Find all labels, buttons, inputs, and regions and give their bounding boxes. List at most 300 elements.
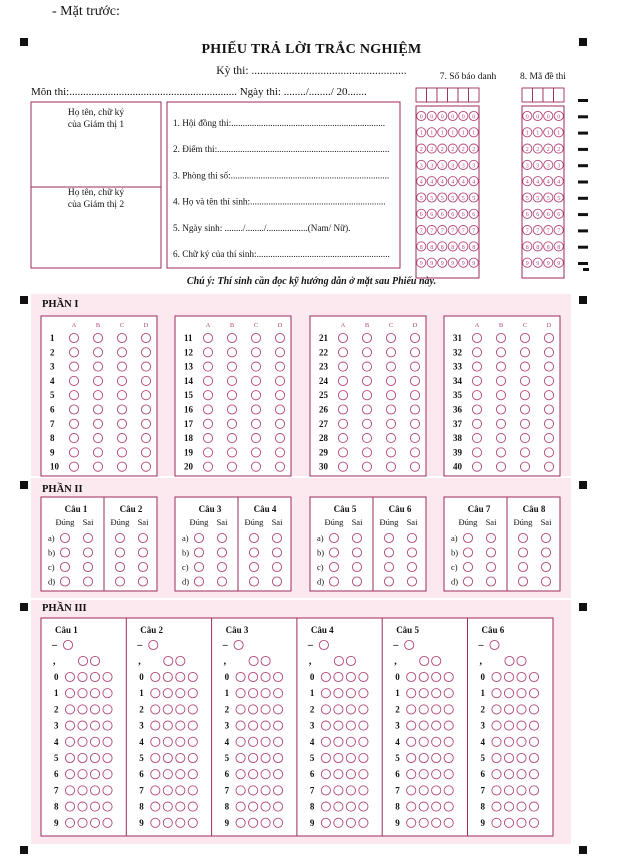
student-id-write-cell[interactable]: [469, 88, 480, 102]
false-bubble[interactable]: [83, 577, 92, 586]
digit-bubble[interactable]: [529, 689, 538, 698]
true-bubble[interactable]: [249, 533, 258, 542]
digit-bubble[interactable]: [261, 705, 270, 714]
digit-bubble[interactable]: [236, 753, 245, 762]
digit-bubble[interactable]: [78, 786, 87, 795]
answer-bubble[interactable]: [544, 362, 553, 371]
answer-bubble[interactable]: [69, 333, 78, 342]
false-bubble[interactable]: [272, 533, 281, 542]
answer-bubble[interactable]: [203, 419, 212, 428]
answer-bubble[interactable]: [544, 376, 553, 385]
student-id-write-cell[interactable]: [448, 88, 459, 102]
digit-bubble[interactable]: [529, 672, 538, 681]
digit-bubble[interactable]: [419, 818, 428, 827]
digit-bubble[interactable]: [261, 689, 270, 698]
digit-bubble[interactable]: [151, 786, 160, 795]
answer-bubble[interactable]: [203, 376, 212, 385]
digit-bubble[interactable]: [90, 689, 99, 698]
answer-bubble[interactable]: [362, 391, 371, 400]
answer-bubble[interactable]: [544, 462, 553, 471]
digit-bubble[interactable]: [444, 818, 453, 827]
digit-bubble[interactable]: [321, 737, 330, 746]
answer-bubble[interactable]: [386, 419, 395, 428]
false-bubble[interactable]: [352, 562, 361, 571]
digit-bubble[interactable]: [65, 737, 74, 746]
answer-bubble[interactable]: [227, 333, 236, 342]
digit-bubble[interactable]: [236, 818, 245, 827]
digit-bubble[interactable]: [103, 818, 112, 827]
digit-bubble[interactable]: [249, 721, 258, 730]
digit-bubble[interactable]: [163, 672, 172, 681]
digit-bubble[interactable]: [359, 721, 368, 730]
answer-bubble[interactable]: [544, 448, 553, 457]
answer-bubble[interactable]: [227, 419, 236, 428]
digit-bubble[interactable]: [517, 705, 526, 714]
true-bubble[interactable]: [115, 562, 124, 571]
digit-bubble[interactable]: [492, 802, 501, 811]
digit-bubble[interactable]: [249, 705, 258, 714]
digit-bubble[interactable]: [419, 786, 428, 795]
true-bubble[interactable]: [60, 548, 69, 557]
digit-bubble[interactable]: [151, 737, 160, 746]
digit-bubble[interactable]: [529, 705, 538, 714]
digit-bubble[interactable]: [359, 689, 368, 698]
answer-bubble[interactable]: [338, 333, 347, 342]
answer-bubble[interactable]: [69, 419, 78, 428]
student-id-write-cell[interactable]: [437, 88, 448, 102]
digit-bubble[interactable]: [504, 721, 513, 730]
digit-bubble[interactable]: [163, 689, 172, 698]
answer-bubble[interactable]: [141, 348, 150, 357]
digit-bubble[interactable]: [321, 818, 330, 827]
digit-bubble[interactable]: [407, 753, 416, 762]
answer-bubble[interactable]: [472, 348, 481, 357]
comma-bubble[interactable]: [420, 656, 429, 665]
answer-bubble[interactable]: [544, 391, 553, 400]
answer-bubble[interactable]: [203, 348, 212, 357]
answer-bubble[interactable]: [362, 434, 371, 443]
digit-bubble[interactable]: [407, 802, 416, 811]
digit-bubble[interactable]: [261, 753, 270, 762]
answer-bubble[interactable]: [520, 333, 529, 342]
digit-bubble[interactable]: [432, 802, 441, 811]
digit-bubble[interactable]: [103, 802, 112, 811]
answer-bubble[interactable]: [520, 448, 529, 457]
answer-bubble[interactable]: [338, 391, 347, 400]
digit-bubble[interactable]: [492, 705, 501, 714]
digit-bubble[interactable]: [321, 689, 330, 698]
digit-bubble[interactable]: [163, 786, 172, 795]
digit-bubble[interactable]: [151, 770, 160, 779]
digit-bubble[interactable]: [432, 672, 441, 681]
student-id-write-cell[interactable]: [458, 88, 469, 102]
answer-bubble[interactable]: [386, 405, 395, 414]
digit-bubble[interactable]: [419, 753, 428, 762]
digit-bubble[interactable]: [163, 721, 172, 730]
answer-bubble[interactable]: [386, 376, 395, 385]
digit-bubble[interactable]: [419, 770, 428, 779]
digit-bubble[interactable]: [261, 786, 270, 795]
digit-bubble[interactable]: [176, 818, 185, 827]
false-bubble[interactable]: [83, 533, 92, 542]
digit-bubble[interactable]: [236, 770, 245, 779]
answer-bubble[interactable]: [251, 362, 260, 371]
answer-bubble[interactable]: [251, 391, 260, 400]
answer-bubble[interactable]: [227, 434, 236, 443]
digit-bubble[interactable]: [492, 786, 501, 795]
true-bubble[interactable]: [60, 577, 69, 586]
answer-bubble[interactable]: [386, 333, 395, 342]
answer-bubble[interactable]: [338, 348, 347, 357]
answer-bubble[interactable]: [520, 376, 529, 385]
digit-bubble[interactable]: [65, 818, 74, 827]
digit-bubble[interactable]: [419, 737, 428, 746]
digit-bubble[interactable]: [504, 672, 513, 681]
digit-bubble[interactable]: [504, 818, 513, 827]
digit-bubble[interactable]: [274, 802, 283, 811]
digit-bubble[interactable]: [492, 689, 501, 698]
answer-bubble[interactable]: [496, 333, 505, 342]
digit-bubble[interactable]: [274, 770, 283, 779]
answer-bubble[interactable]: [496, 376, 505, 385]
answer-bubble[interactable]: [117, 419, 126, 428]
digit-bubble[interactable]: [236, 721, 245, 730]
digit-bubble[interactable]: [517, 689, 526, 698]
digit-bubble[interactable]: [103, 786, 112, 795]
digit-bubble[interactable]: [65, 689, 74, 698]
true-bubble[interactable]: [463, 577, 472, 586]
true-bubble[interactable]: [249, 548, 258, 557]
answer-bubble[interactable]: [410, 333, 419, 342]
answer-bubble[interactable]: [410, 391, 419, 400]
comma-bubble[interactable]: [78, 656, 87, 665]
true-bubble[interactable]: [384, 533, 393, 542]
answer-bubble[interactable]: [117, 448, 126, 457]
digit-bubble[interactable]: [504, 753, 513, 762]
digit-bubble[interactable]: [359, 802, 368, 811]
true-bubble[interactable]: [115, 548, 124, 557]
answer-bubble[interactable]: [93, 434, 102, 443]
answer-bubble[interactable]: [472, 434, 481, 443]
digit-bubble[interactable]: [90, 705, 99, 714]
answer-bubble[interactable]: [410, 462, 419, 471]
digit-bubble[interactable]: [321, 672, 330, 681]
digit-bubble[interactable]: [529, 753, 538, 762]
comma-bubble[interactable]: [432, 656, 441, 665]
answer-bubble[interactable]: [141, 391, 150, 400]
digit-bubble[interactable]: [151, 672, 160, 681]
false-bubble[interactable]: [486, 577, 495, 586]
digit-bubble[interactable]: [188, 802, 197, 811]
minus-bubble[interactable]: [405, 640, 414, 649]
digit-bubble[interactable]: [90, 721, 99, 730]
digit-bubble[interactable]: [444, 786, 453, 795]
answer-bubble[interactable]: [338, 462, 347, 471]
digit-bubble[interactable]: [517, 737, 526, 746]
false-bubble[interactable]: [407, 533, 416, 542]
false-bubble[interactable]: [217, 562, 226, 571]
digit-bubble[interactable]: [188, 721, 197, 730]
digit-bubble[interactable]: [261, 737, 270, 746]
answer-bubble[interactable]: [69, 391, 78, 400]
digit-bubble[interactable]: [334, 753, 343, 762]
digit-bubble[interactable]: [504, 705, 513, 714]
digit-bubble[interactable]: [492, 737, 501, 746]
digit-bubble[interactable]: [419, 802, 428, 811]
digit-bubble[interactable]: [274, 786, 283, 795]
digit-bubble[interactable]: [249, 689, 258, 698]
digit-bubble[interactable]: [163, 753, 172, 762]
answer-bubble[interactable]: [117, 376, 126, 385]
minus-bubble[interactable]: [63, 640, 72, 649]
true-bubble[interactable]: [329, 577, 338, 586]
answer-bubble[interactable]: [386, 462, 395, 471]
answer-bubble[interactable]: [117, 348, 126, 357]
digit-bubble[interactable]: [274, 705, 283, 714]
digit-bubble[interactable]: [163, 770, 172, 779]
digit-bubble[interactable]: [65, 721, 74, 730]
digit-bubble[interactable]: [432, 818, 441, 827]
digit-bubble[interactable]: [274, 672, 283, 681]
digit-bubble[interactable]: [249, 737, 258, 746]
digit-bubble[interactable]: [444, 737, 453, 746]
digit-bubble[interactable]: [444, 770, 453, 779]
answer-bubble[interactable]: [141, 462, 150, 471]
true-bubble[interactable]: [384, 577, 393, 586]
answer-bubble[interactable]: [275, 434, 284, 443]
answer-bubble[interactable]: [338, 405, 347, 414]
answer-bubble[interactable]: [386, 348, 395, 357]
digit-bubble[interactable]: [407, 770, 416, 779]
digit-bubble[interactable]: [65, 705, 74, 714]
answer-bubble[interactable]: [520, 362, 529, 371]
answer-bubble[interactable]: [410, 348, 419, 357]
answer-bubble[interactable]: [275, 448, 284, 457]
digit-bubble[interactable]: [236, 802, 245, 811]
answer-bubble[interactable]: [496, 462, 505, 471]
false-bubble[interactable]: [541, 562, 550, 571]
digit-bubble[interactable]: [419, 689, 428, 698]
false-bubble[interactable]: [217, 548, 226, 557]
digit-bubble[interactable]: [529, 770, 538, 779]
answer-bubble[interactable]: [275, 405, 284, 414]
digit-bubble[interactable]: [249, 753, 258, 762]
false-bubble[interactable]: [272, 577, 281, 586]
digit-bubble[interactable]: [176, 689, 185, 698]
answer-bubble[interactable]: [251, 434, 260, 443]
false-bubble[interactable]: [486, 562, 495, 571]
false-bubble[interactable]: [352, 548, 361, 557]
answer-bubble[interactable]: [472, 405, 481, 414]
digit-bubble[interactable]: [346, 689, 355, 698]
true-bubble[interactable]: [384, 548, 393, 557]
answer-bubble[interactable]: [93, 376, 102, 385]
answer-bubble[interactable]: [386, 362, 395, 371]
digit-bubble[interactable]: [492, 721, 501, 730]
digit-bubble[interactable]: [151, 753, 160, 762]
comma-bubble[interactable]: [249, 656, 258, 665]
digit-bubble[interactable]: [517, 802, 526, 811]
answer-bubble[interactable]: [141, 376, 150, 385]
digit-bubble[interactable]: [407, 737, 416, 746]
digit-bubble[interactable]: [188, 818, 197, 827]
digit-bubble[interactable]: [249, 672, 258, 681]
answer-bubble[interactable]: [386, 391, 395, 400]
digit-bubble[interactable]: [517, 753, 526, 762]
true-bubble[interactable]: [194, 533, 203, 542]
answer-bubble[interactable]: [496, 448, 505, 457]
false-bubble[interactable]: [486, 533, 495, 542]
digit-bubble[interactable]: [249, 802, 258, 811]
answer-bubble[interactable]: [251, 376, 260, 385]
digit-bubble[interactable]: [78, 802, 87, 811]
digit-bubble[interactable]: [334, 721, 343, 730]
digit-bubble[interactable]: [261, 818, 270, 827]
false-bubble[interactable]: [83, 548, 92, 557]
false-bubble[interactable]: [541, 577, 550, 586]
digit-bubble[interactable]: [78, 737, 87, 746]
digit-bubble[interactable]: [444, 705, 453, 714]
digit-bubble[interactable]: [529, 737, 538, 746]
answer-bubble[interactable]: [362, 362, 371, 371]
answer-bubble[interactable]: [275, 419, 284, 428]
digit-bubble[interactable]: [492, 753, 501, 762]
answer-bubble[interactable]: [496, 348, 505, 357]
answer-bubble[interactable]: [203, 362, 212, 371]
false-bubble[interactable]: [83, 562, 92, 571]
answer-bubble[interactable]: [410, 376, 419, 385]
digit-bubble[interactable]: [492, 672, 501, 681]
digit-bubble[interactable]: [334, 689, 343, 698]
answer-bubble[interactable]: [338, 419, 347, 428]
answer-bubble[interactable]: [141, 419, 150, 428]
answer-bubble[interactable]: [520, 462, 529, 471]
answer-bubble[interactable]: [520, 434, 529, 443]
answer-bubble[interactable]: [203, 448, 212, 457]
digit-bubble[interactable]: [163, 818, 172, 827]
false-bubble[interactable]: [138, 562, 147, 571]
digit-bubble[interactable]: [517, 721, 526, 730]
comma-bubble[interactable]: [334, 656, 343, 665]
digit-bubble[interactable]: [334, 705, 343, 714]
comma-bubble[interactable]: [90, 656, 99, 665]
digit-bubble[interactable]: [103, 705, 112, 714]
digit-bubble[interactable]: [90, 672, 99, 681]
answer-bubble[interactable]: [362, 376, 371, 385]
exam-code-write-cell[interactable]: [533, 88, 544, 102]
answer-bubble[interactable]: [472, 462, 481, 471]
digit-bubble[interactable]: [236, 672, 245, 681]
answer-bubble[interactable]: [362, 419, 371, 428]
false-bubble[interactable]: [541, 533, 550, 542]
digit-bubble[interactable]: [346, 721, 355, 730]
digit-bubble[interactable]: [176, 737, 185, 746]
digit-bubble[interactable]: [432, 737, 441, 746]
answer-bubble[interactable]: [69, 348, 78, 357]
digit-bubble[interactable]: [261, 802, 270, 811]
true-bubble[interactable]: [329, 533, 338, 542]
digit-bubble[interactable]: [359, 770, 368, 779]
digit-bubble[interactable]: [419, 721, 428, 730]
digit-bubble[interactable]: [274, 689, 283, 698]
answer-bubble[interactable]: [251, 448, 260, 457]
answer-bubble[interactable]: [338, 376, 347, 385]
digit-bubble[interactable]: [492, 818, 501, 827]
answer-bubble[interactable]: [93, 348, 102, 357]
false-bubble[interactable]: [407, 562, 416, 571]
digit-bubble[interactable]: [407, 689, 416, 698]
answer-bubble[interactable]: [203, 333, 212, 342]
digit-bubble[interactable]: [407, 818, 416, 827]
false-bubble[interactable]: [272, 562, 281, 571]
exam-code-write-cell[interactable]: [522, 88, 533, 102]
true-bubble[interactable]: [249, 562, 258, 571]
digit-bubble[interactable]: [346, 802, 355, 811]
answer-bubble[interactable]: [203, 391, 212, 400]
true-bubble[interactable]: [115, 533, 124, 542]
true-bubble[interactable]: [60, 562, 69, 571]
digit-bubble[interactable]: [103, 672, 112, 681]
student-id-write-cell[interactable]: [427, 88, 438, 102]
answer-bubble[interactable]: [69, 434, 78, 443]
digit-bubble[interactable]: [151, 689, 160, 698]
true-bubble[interactable]: [518, 562, 527, 571]
answer-bubble[interactable]: [362, 333, 371, 342]
digit-bubble[interactable]: [236, 786, 245, 795]
digit-bubble[interactable]: [78, 818, 87, 827]
false-bubble[interactable]: [138, 577, 147, 586]
digit-bubble[interactable]: [346, 737, 355, 746]
answer-bubble[interactable]: [472, 376, 481, 385]
digit-bubble[interactable]: [90, 786, 99, 795]
true-bubble[interactable]: [463, 562, 472, 571]
answer-bubble[interactable]: [203, 462, 212, 471]
answer-bubble[interactable]: [496, 434, 505, 443]
digit-bubble[interactable]: [504, 689, 513, 698]
digit-bubble[interactable]: [334, 672, 343, 681]
answer-bubble[interactable]: [251, 405, 260, 414]
minus-bubble[interactable]: [490, 640, 499, 649]
digit-bubble[interactable]: [188, 753, 197, 762]
digit-bubble[interactable]: [236, 705, 245, 714]
false-bubble[interactable]: [407, 577, 416, 586]
comma-bubble[interactable]: [164, 656, 173, 665]
digit-bubble[interactable]: [65, 770, 74, 779]
digit-bubble[interactable]: [407, 786, 416, 795]
answer-bubble[interactable]: [275, 348, 284, 357]
digit-bubble[interactable]: [432, 705, 441, 714]
false-bubble[interactable]: [352, 533, 361, 542]
answer-bubble[interactable]: [93, 405, 102, 414]
digit-bubble[interactable]: [334, 737, 343, 746]
answer-bubble[interactable]: [227, 348, 236, 357]
digit-bubble[interactable]: [346, 753, 355, 762]
answer-bubble[interactable]: [117, 405, 126, 414]
answer-bubble[interactable]: [520, 391, 529, 400]
answer-bubble[interactable]: [117, 434, 126, 443]
true-bubble[interactable]: [194, 577, 203, 586]
answer-bubble[interactable]: [141, 448, 150, 457]
digit-bubble[interactable]: [346, 672, 355, 681]
digit-bubble[interactable]: [504, 770, 513, 779]
digit-bubble[interactable]: [249, 818, 258, 827]
digit-bubble[interactable]: [176, 721, 185, 730]
exam-code-write-cell[interactable]: [543, 88, 554, 102]
digit-bubble[interactable]: [432, 689, 441, 698]
true-bubble[interactable]: [463, 548, 472, 557]
digit-bubble[interactable]: [359, 737, 368, 746]
digit-bubble[interactable]: [65, 802, 74, 811]
